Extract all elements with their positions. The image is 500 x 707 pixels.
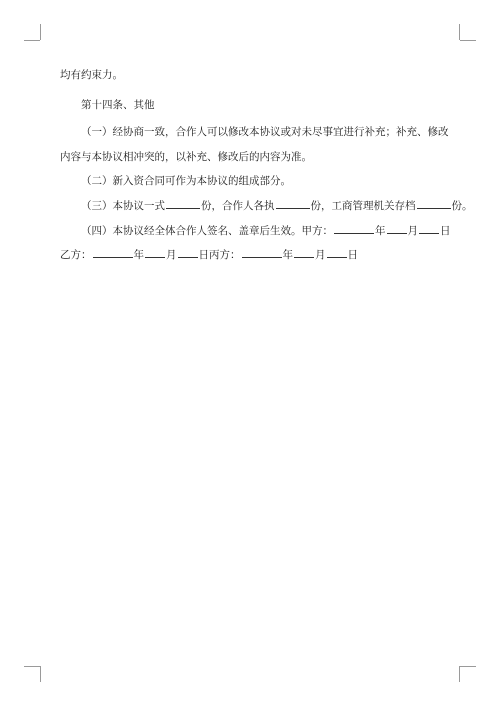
party-a-year-blank xyxy=(334,222,374,234)
party-b-label: 乙方： xyxy=(60,249,92,261)
crop-mark-bottom-left-h xyxy=(24,666,40,667)
clause-2: （二）新入资合同可作为本协议的组成部分。 xyxy=(81,175,291,187)
party-a-day-blank xyxy=(419,222,439,234)
crop-mark-top-right-h xyxy=(460,40,476,41)
year-label: 年 xyxy=(133,249,144,261)
party-c-year-blank xyxy=(242,246,282,258)
article-heading: 第十四条、其他 xyxy=(81,99,155,111)
clause-1-line-1: （一）经协商一致，合作人可以修改本协议或对未尽事宜进行补充；补充、修改 xyxy=(81,126,449,138)
clause-4 xyxy=(81,222,451,238)
clause-3-text-d: 份。 xyxy=(451,200,473,212)
party-c-day-blank xyxy=(327,246,347,258)
day-and-party-c-label: 日丙方： xyxy=(198,249,241,261)
month-label: 月 xyxy=(407,225,418,237)
month-label: 月 xyxy=(315,249,326,261)
clause-1-line-2: 内容与本协议相冲突的，以补充、修改后的内容为准。 xyxy=(60,151,312,163)
party-b-year-blank xyxy=(93,246,133,258)
crop-mark-bottom-left-v xyxy=(40,666,41,682)
year-label: 年 xyxy=(375,225,386,237)
clause-3-text-a: （三）本协议一式 xyxy=(81,200,165,212)
copies-archive-blank xyxy=(417,197,451,209)
crop-mark-top-left-h xyxy=(24,40,40,41)
copies-total-blank xyxy=(166,197,200,209)
party-b-month-blank xyxy=(145,246,165,258)
clause-3-text-c: 份，工商管理机关存档 xyxy=(310,200,416,212)
crop-mark-bottom-right-v xyxy=(459,666,460,682)
crop-mark-bottom-right-h xyxy=(460,666,476,667)
party-a-month-blank xyxy=(387,222,407,234)
clause-4-text: （四）本协议经全体合作人签名、盖章后生效。甲方： xyxy=(81,225,333,237)
party-c-month-blank xyxy=(294,246,314,258)
text-line-continuation: 均有约束力。 xyxy=(60,69,123,81)
month-label: 月 xyxy=(166,249,177,261)
copies-each-blank xyxy=(276,197,310,209)
crop-mark-top-left-v xyxy=(40,24,41,40)
day-label: 日 xyxy=(347,249,358,261)
clause-3 xyxy=(81,197,473,213)
year-label: 年 xyxy=(282,249,293,261)
party-b-day-blank xyxy=(178,246,198,258)
day-label: 日 xyxy=(440,225,451,237)
clause-3-text-b: 份，合作人各执 xyxy=(201,200,275,212)
signature-line xyxy=(60,246,358,262)
crop-mark-top-right-v xyxy=(459,24,460,40)
